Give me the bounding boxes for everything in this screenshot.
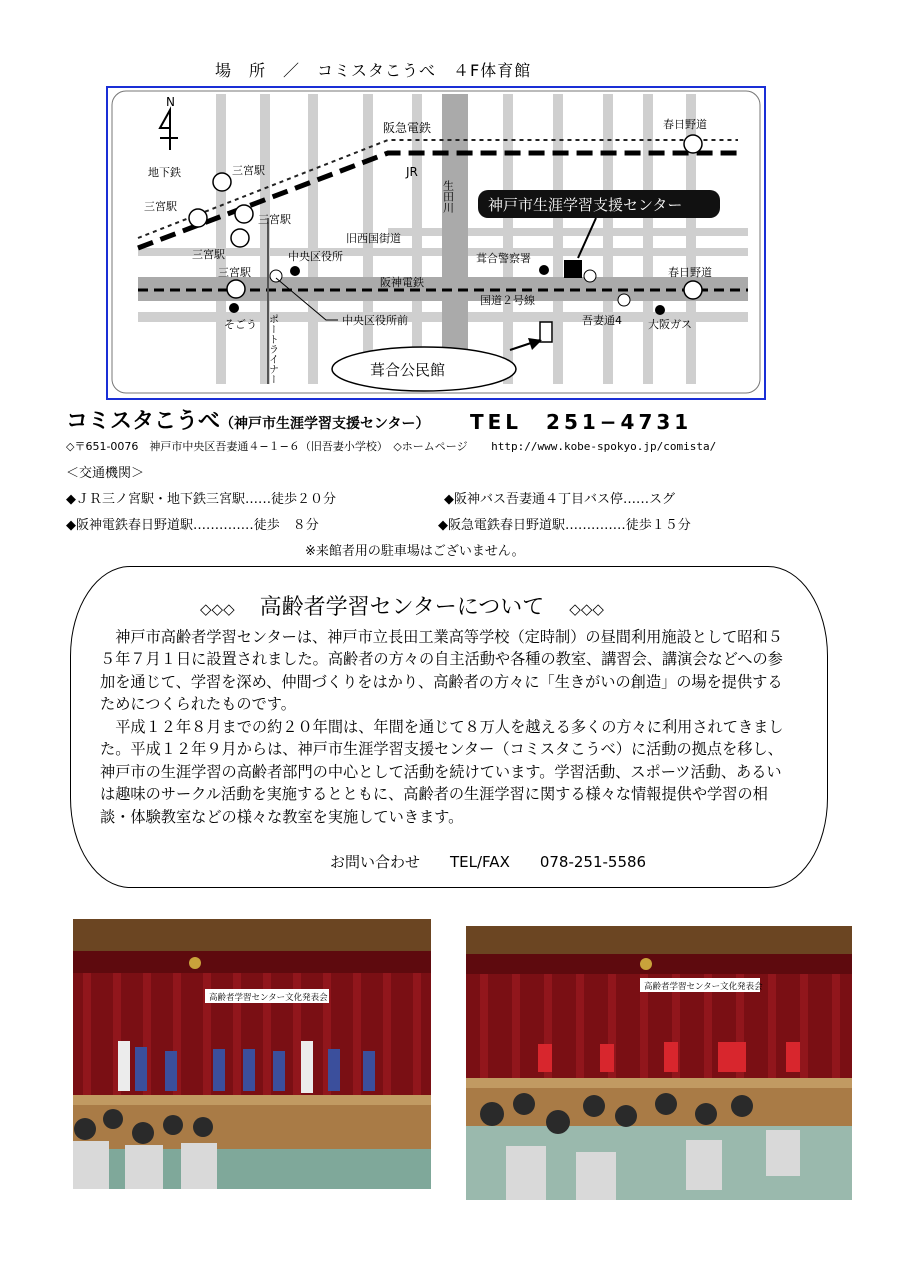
station-subway-icon [213, 173, 231, 191]
map-label-fukiai-police: 葺合警察署 [476, 252, 531, 265]
contact-line: お問い合わせ TEL/FAX 078-251-5586 [330, 853, 647, 871]
map-label-azuma4: 吾妻通4 [582, 314, 622, 327]
map-label-chuo-ward-mae: 中央区役所前 [342, 314, 408, 327]
homepage-link[interactable]: http://www.kobe-spokyo.jp/comista/ [491, 440, 717, 453]
map-label-osaka-gas: 大阪ガス [648, 318, 692, 331]
map-label-hankyu: 阪急電鉄 [383, 121, 432, 135]
map-label-sannomiya-5: 三宮駅 [218, 266, 251, 279]
map-label-portliner: ポートライナー [266, 314, 278, 384]
bus-stop-azuma4-icon [618, 294, 630, 306]
station-sannomiya-4-icon [231, 229, 249, 247]
station-sannomiya-5-icon [227, 280, 245, 298]
sogo-icon [229, 303, 239, 313]
portliner-station-icon [270, 270, 282, 282]
fukiai-hall-marker [540, 322, 552, 342]
transit-heading: ＜交通機関＞ [66, 466, 145, 481]
map-label-sannomiya-4: 三宮駅 [192, 248, 225, 261]
transit-bus: ◆阪神バス吾妻通４丁目バス停‥‥‥スグ [444, 492, 676, 507]
about-title [200, 590, 604, 621]
diamond-right-icon: ◇◇◇ [569, 600, 604, 618]
map-label-ikuta-river: 生田川 [441, 180, 455, 213]
station-kasuganomichi-top-icon [684, 135, 702, 153]
map-label-hanshin: 阪神電鉄 [380, 276, 424, 289]
photo-dance-performance [73, 919, 431, 1189]
map-label-sogo: そごう [224, 318, 257, 331]
banner-right-text: 高齢者学習センター文化発表会 [644, 982, 763, 992]
map-label-kyu-saigoku: 旧西国街道 [346, 232, 401, 245]
banner-left-text: 高齢者学習センター文化発表会 [209, 993, 328, 1003]
police-station-icon [539, 265, 549, 275]
map-label-chuo-ward: 中央区役所 [288, 250, 343, 263]
map-north-label: N [166, 95, 175, 109]
station-sannomiya-2-icon [189, 209, 207, 227]
access-map [106, 86, 766, 400]
station-sannomiya-3-icon [235, 205, 253, 223]
diamond-left-icon: ◇◇◇ [200, 600, 235, 618]
map-label-center: 神戸市生涯学習支援センター [488, 196, 683, 214]
about-title-text: 高齢者学習センターについて [259, 595, 545, 620]
map-label-kasuganomichi-bottom: 春日野道 [668, 266, 712, 279]
chuo-ward-office-icon [290, 266, 300, 276]
transit-hanshin: ◆阪神電鉄春日野道駅‥‥‥‥‥‥‥徒歩 ８分 [66, 518, 319, 533]
address [66, 438, 716, 454]
map-label-jr: JR [406, 165, 418, 179]
station-kasuganomichi-bottom-icon [684, 281, 702, 299]
map-label-sannomiya-1: 三宮駅 [232, 164, 265, 177]
photo-hula-performance [466, 926, 852, 1200]
about-paragraph-1: 神戸市高齢者学習センターは、神戸市立長田工業高等学校（定時制）の昼間利用施設として昭和５５年７月１日に設置されました。高齢者の方々の自主活動や各種の教室、講習会、講演会などへの参加を通じて、学習を深め、仲間づくりをはかり、高齢者の方々に「生きがいの創造」の場を提供するためにつくられたものです。 [100, 628, 783, 714]
org-subtitle: （神戸市生涯学習支援センター） [220, 416, 430, 432]
map-label-sannomiya-3: 三宮駅 [258, 213, 291, 226]
center-building-icon [564, 260, 582, 278]
org-name [66, 404, 429, 435]
org-tel: TEL 251−4731 [470, 410, 693, 434]
map-label-route2: 国道２号線 [480, 294, 535, 307]
map-label-sannomiya-2: 三宮駅 [144, 200, 177, 213]
transit-jr: ◆ＪＲ三ノ宮駅・地下鉄三宮駅‥‥‥徒歩２０分 [66, 492, 337, 507]
location-heading: 場 所 ／ コミスタこうべ ４F体育館 [215, 61, 532, 80]
bus-stop-center-icon [584, 270, 596, 282]
map-label-fukiai-hall: 葺合公民館 [370, 361, 446, 379]
map-label-kasuganomichi-top: 春日野道 [663, 118, 707, 131]
org-title: コミスタこうべ [66, 409, 221, 434]
map-label-subway: 地下鉄 [148, 166, 181, 179]
about-paragraph-2: 平成１２年８月までの約２０年間は、年間を通じて８万人を越える多くの方々に利用されてきました。平成１２年９月からは、神戸市生涯学習支援センター（コミスタこうべ）に活動の拠点を移し、神戸市の生涯学習の高齢者部門の中心として活動を続けています。学習活動、スポーツ活動、あるいは趣味のサークル活動を実施するとともに、高齢者の生涯学習に関する様々な情報提供や学習の相談・体験教室などの様々な教室を実施していきます。 [100, 718, 784, 826]
osaka-gas-icon [655, 305, 665, 315]
parking-note: ※来館者用の駐車場はございません。 [305, 544, 525, 559]
transit-hankyu: ◆阪急電鉄春日野道駅‥‥‥‥‥‥‥徒歩１５分 [438, 518, 691, 533]
address-text: ◇〒651-0076 神戸市中央区吾妻通４−１−６（旧吾妻小学校） ◇ホームページ [66, 440, 468, 453]
